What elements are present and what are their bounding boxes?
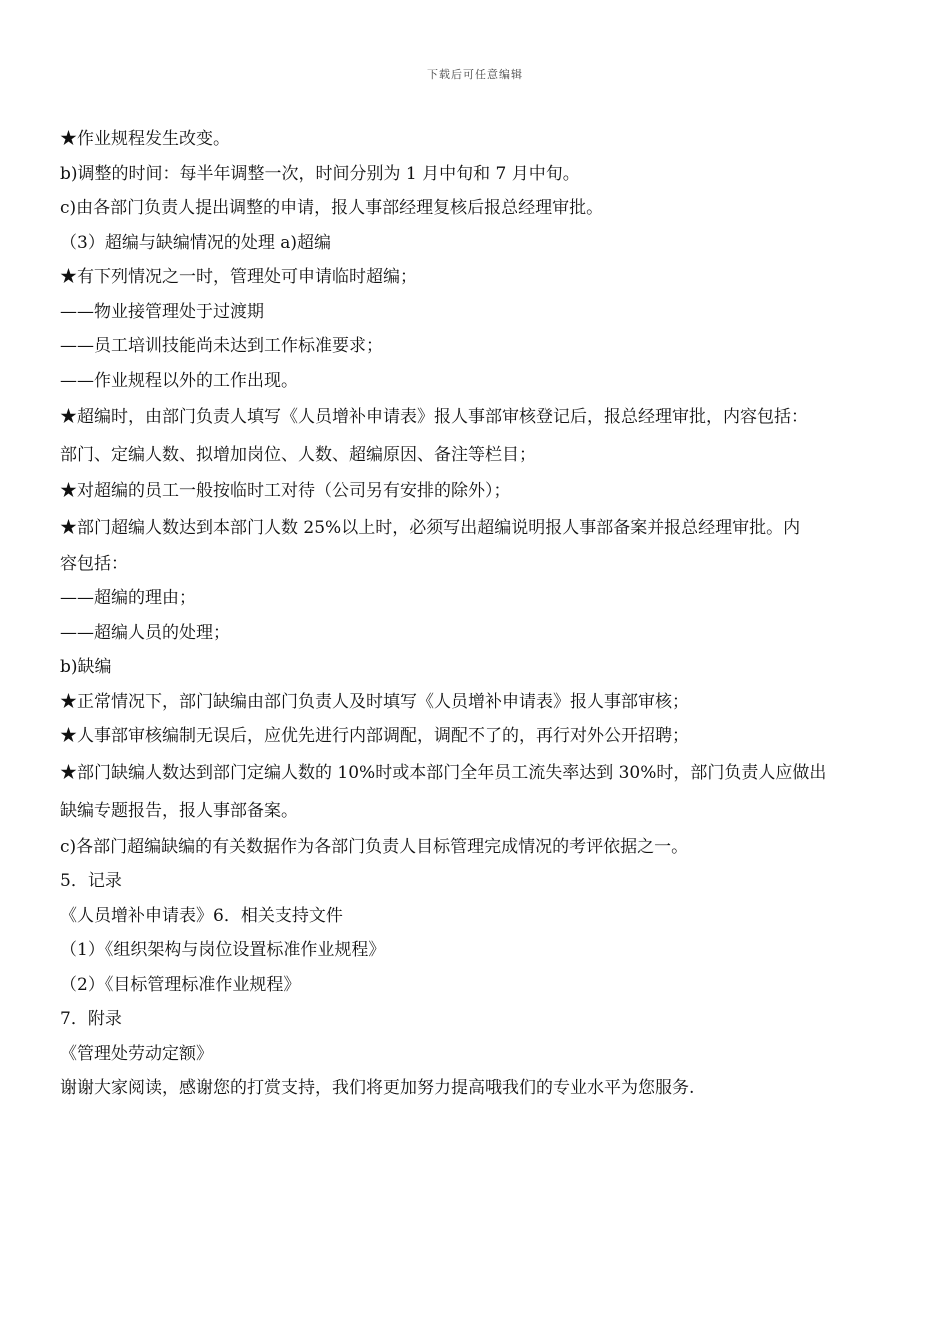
section-heading: 7．附录	[60, 1009, 122, 1029]
paragraph-line: ——超编人员的处理；	[60, 622, 230, 643]
paragraph-line: ★作业规程发生改变。	[60, 129, 230, 149]
paragraph-line: ★部门超编人数达到本部门人数 25%以上时，必须写出超编说明报人事部备案并报总经理审批。内	[60, 517, 801, 538]
paragraph-line: ★正常情况下，部门缺编由部门负责人及时填写《人员增补申请表》报人事部审核；	[60, 691, 689, 712]
paragraph-line: ——超编的理由；	[60, 588, 196, 608]
paragraph-line: c)由各部门负责人提出调整的申请，报人事部经理复核后报总经理审批。	[60, 198, 604, 218]
paragraph-line: 容包括：	[60, 553, 128, 574]
paragraph-line: 缺编专题报告，报人事部备案。	[60, 800, 298, 821]
document-body	[60, 122, 900, 1106]
paragraph-line: c)各部门超编缺编的有关数据作为各部门负责人目标管理完成情况的考评依据之一。	[60, 836, 689, 857]
paragraph-line: 《人员增补申请表》6．相关支持文件	[60, 905, 343, 926]
paragraph-line: （2）《目标管理标准作业规程》	[60, 974, 301, 995]
page-header: 下载后可任意编辑	[427, 68, 523, 81]
paragraph-line: ★超编时，由部门负责人填写《人员增补申请表》报人事部审核登记后，报总经理审批，内容包括：	[60, 407, 808, 427]
paragraph-line: ——作业规程以外的工作出现。	[60, 370, 298, 391]
closing-line: 谢谢大家阅读，感谢您的打赏支持，我们将更加努力提高哦我们的专业水平为您服务.	[60, 1078, 695, 1098]
paragraph-line: 《管理处劳动定额》	[60, 1043, 213, 1064]
paragraph-line: b)缺编	[60, 657, 112, 677]
paragraph-line: ★人事部审核编制无误后，应优先进行内部调配，调配不了的，再行对外公开招聘；	[60, 726, 689, 746]
paragraph-line: ★有下列情况之一时，管理处可申请临时超编；	[60, 267, 417, 287]
paragraph-line: ——物业接管理处于过渡期	[60, 301, 264, 322]
paragraph-line: （1）《组织架构与岗位设置标准作业规程》	[60, 940, 386, 960]
section-heading: 5．记录	[60, 871, 122, 891]
paragraph-line: ——员工培训技能尚未达到工作标准要求；	[60, 336, 383, 356]
paragraph-line: ★部门缺编人数达到部门定编人数的 10%时或本部门全年员工流失率达到 30%时，部门负责人应做出	[60, 762, 827, 783]
paragraph-line: ★对超编的员工一般按临时工对待（公司另有安排的除外）；	[60, 481, 511, 501]
paragraph-line: （3）超编与缺编情况的处理 a)超编	[60, 232, 331, 253]
paragraph-line: 部门、定编人数、拟增加岗位、人数、超编原因、备注等栏目；	[60, 445, 536, 465]
paragraph-line: b)调整的时间：每半年调整一次，时间分别为 1 月中旬和 7 月中旬。	[60, 163, 580, 184]
